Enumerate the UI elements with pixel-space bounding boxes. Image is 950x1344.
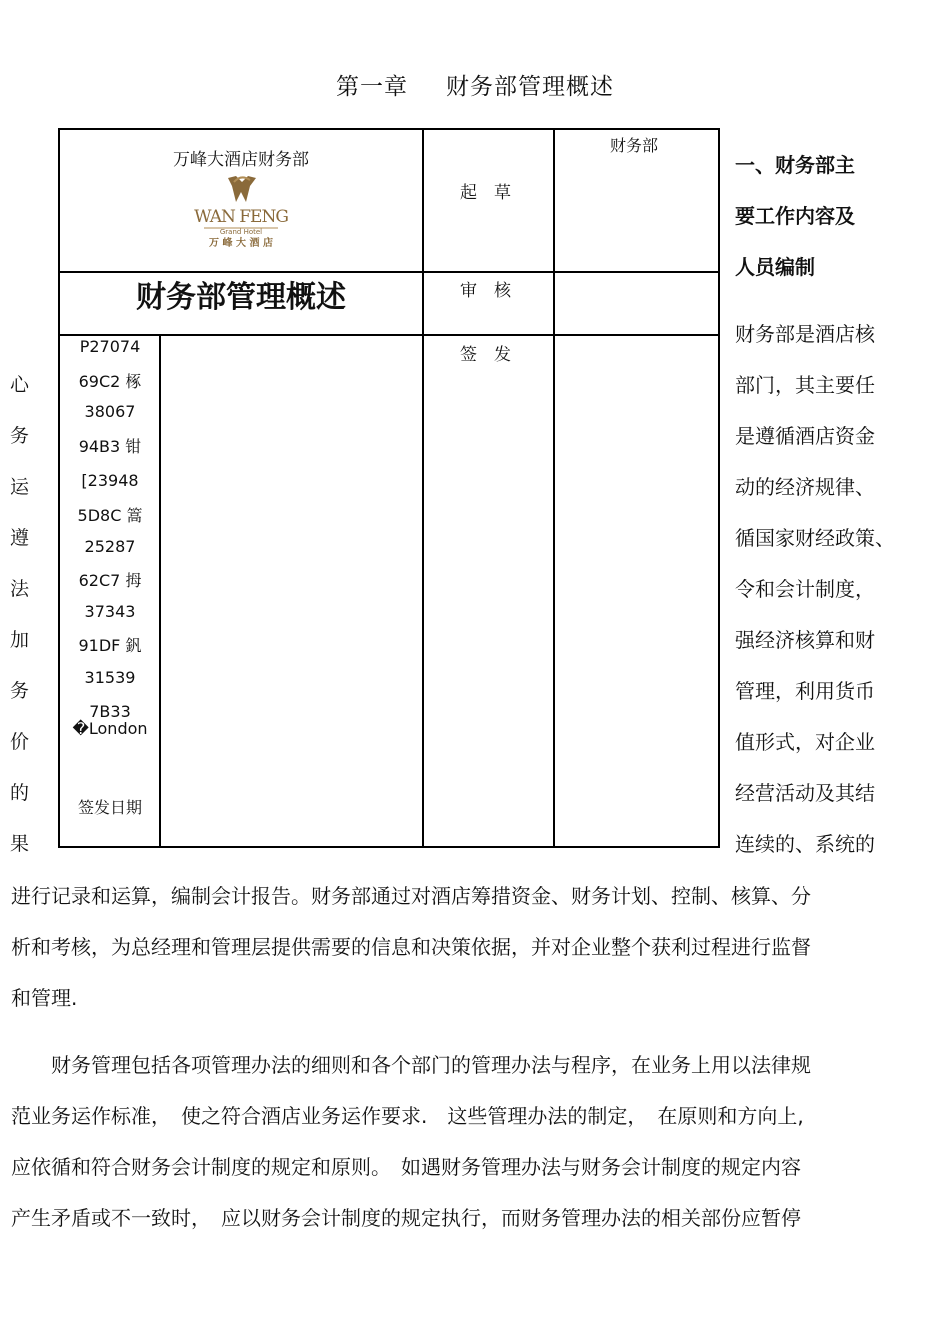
paragraph-line: 析和考核，为总经理和管理层提供需要的信息和决策依据，并对企业整个获利过程进行监督 [11, 935, 811, 959]
chapter-number: 第一章 [336, 74, 408, 100]
issue-label: 签 发 [460, 345, 511, 365]
heading-line: 要工作内容及 [735, 204, 855, 228]
code-line: 37343 [84, 602, 136, 621]
side-text-line: 财务部是酒店核 [735, 322, 875, 346]
code-line: 31539 [84, 668, 136, 687]
paragraph-line: 进行记录和运算，编制会计报告。财务部通过对酒店筹措资金、财务计划、控制、核算、分 [11, 884, 811, 908]
paragraph-line: 和管理. [11, 986, 78, 1010]
paragraph-line: 产生矛盾或不一致时， 应以财务会计制度的规定执行，而财务管理办法的相关部份应暂停 [11, 1206, 801, 1230]
heading-line: 一、财务部主 [735, 153, 855, 177]
chapter-title [0, 68, 950, 101]
code-line: 38067 [84, 402, 136, 421]
svg-text:万 峰 大 酒 店: 万 峰 大 酒 店 [209, 238, 273, 249]
review-label: 审 核 [460, 281, 511, 301]
margin-char: 果 [10, 833, 30, 855]
side-text-line: 是遵循酒店资金 [735, 424, 875, 448]
draft-value: 财务部 [610, 136, 659, 155]
code-line: 5D8C 篙 [77, 506, 143, 525]
side-text-line: 令和会计制度， [735, 577, 875, 601]
code-line: 7B33 �London [72, 702, 148, 738]
margin-char: 心 [10, 374, 30, 396]
code-line: 25287 [84, 537, 136, 556]
code-line: [23948 [81, 471, 139, 490]
chapter-name: 财务部管理概述 [446, 74, 614, 100]
margin-char: 的 [10, 782, 30, 804]
side-text-line: 部门，其主要任 [735, 373, 875, 397]
code-line: 62C7 拇 [78, 571, 142, 590]
margin-char: 遵 [10, 527, 30, 549]
side-text-line: 循国家财经政策、 [735, 526, 895, 550]
code-line: 69C2 椓 [78, 372, 142, 391]
document-title: 财务部管理概述 [136, 280, 346, 315]
draft-label: 起 草 [460, 183, 511, 203]
code-line: P27074 [79, 337, 141, 356]
side-text-line: 经营活动及其结 [735, 781, 875, 805]
code-line: 91DF 釩 [78, 636, 142, 655]
side-text-line: 动的经济规律、 [735, 475, 875, 499]
margin-char: 价 [10, 731, 30, 753]
paragraph-line: 应依循和符合财务会计制度的规定和原则。 如遇财务管理办法与财务会计制度的规定内容 [11, 1155, 801, 1179]
paragraph-line: 财务管理包括各项管理办法的细则和各个部门的管理办法与程序，在业务上用以法律规 [11, 1053, 811, 1077]
svg-text:WAN FENG: WAN FENG [194, 207, 288, 227]
margin-char: 运 [10, 476, 30, 498]
svg-text:Grand Hotel: Grand Hotel [219, 228, 263, 236]
department-name: 万峰大酒店财务部 [173, 150, 309, 170]
side-text-line: 连续的、系统的 [735, 832, 875, 856]
hotel-logo [190, 172, 292, 254]
margin-char: 务 [10, 425, 30, 447]
side-text-line: 值形式，对企业 [735, 730, 875, 754]
margin-char: 务 [10, 680, 30, 702]
heading-line: 人员编制 [735, 255, 815, 279]
side-text-line: 管理，利用货币 [735, 679, 875, 703]
issue-date-label: 签发日期 [77, 798, 142, 817]
margin-char: 法 [10, 578, 30, 600]
code-line: 94B3 钳 [78, 437, 142, 456]
side-text-line: 强经济核算和财 [735, 628, 875, 652]
margin-char: 加 [10, 629, 30, 651]
paragraph-line: 范业务运作标准， 使之符合酒店业务运作要求. 这些管理办法的制定， 在原则和方向上, [11, 1104, 804, 1128]
